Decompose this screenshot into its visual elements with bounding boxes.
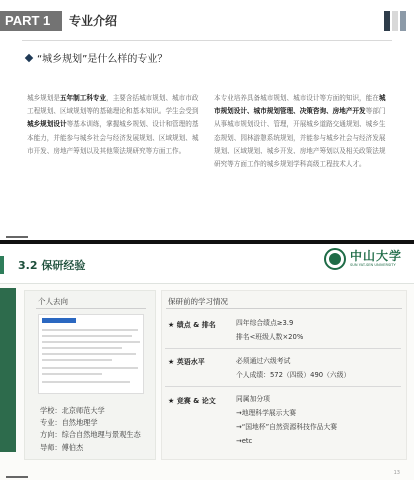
- footer-mark: [6, 476, 28, 478]
- header-decoration: [384, 11, 406, 31]
- value-line: 同属加分项: [236, 395, 270, 403]
- deco-bar-3: [400, 11, 406, 31]
- question-text: “城乡规划”是什么样的专业？: [37, 54, 168, 65]
- destination-heading: 个人去向: [38, 297, 68, 306]
- highlight-text: 城市规划设计、城市规划管理、决策咨询、房地产开发: [214, 94, 386, 116]
- part-label: PART 1: [0, 11, 62, 31]
- page-number: 13: [393, 470, 400, 476]
- row-divider: [165, 348, 401, 349]
- info-advisor: 导师：傅伯杰: [40, 442, 84, 452]
- info-direction: 方向：综合自然地理与景观生态: [40, 430, 141, 440]
- university-seal-icon: [324, 248, 346, 270]
- value-line: 必须通过六级考试: [236, 357, 291, 365]
- info-school: 学校：北京师范大学: [40, 406, 105, 415]
- slide-header: [0, 11, 414, 31]
- university-logo: [324, 248, 402, 270]
- gpa-rank-values: [236, 316, 303, 344]
- section-title: 专业介绍: [69, 14, 118, 28]
- text-run: 本专业培养具备城市规划、城市设计等方面的知识，能在: [214, 94, 379, 102]
- value-line: 四年综合绩点≥3.9: [236, 319, 294, 327]
- value-line: →“国地杯”自然资源科技作品大赛: [236, 423, 338, 431]
- study-heading: 保研前的学习情况: [168, 297, 228, 306]
- side-accent-bar: [0, 288, 16, 452]
- english-level-label: ★ 英语水平: [168, 358, 205, 366]
- text-run: ，主要含括城市规划、城市市政工程规划、区域规划等的基础理论和基本知识。学生会受到: [27, 94, 199, 116]
- slide-header: [0, 244, 414, 284]
- logo-chinese-name: 中山大学: [349, 249, 402, 264]
- slide-title: 3.2 保研经验: [18, 259, 86, 272]
- slide-postgrad-experience: [0, 244, 414, 480]
- destination-info: [40, 405, 141, 454]
- admission-letter-thumbnail: [38, 314, 144, 394]
- value-line: →地理科学展示大赛: [236, 409, 297, 417]
- gpa-rank-label: ★ 绩点 & 排名: [168, 321, 216, 329]
- highlight-text: 五年制工科专业: [59, 94, 107, 102]
- value-line: 排名<班级人数×20%: [236, 333, 304, 341]
- value-line: →etc: [236, 437, 253, 445]
- deco-bar-2: [392, 11, 398, 31]
- text-run: 城乡规划是: [27, 94, 60, 102]
- title-accent-bar: [0, 256, 4, 274]
- competition-paper-label: ★ 竞赛 & 论文: [168, 397, 216, 405]
- deco-bar-1: [384, 11, 390, 31]
- header-rule: [22, 40, 392, 41]
- left-paragraph: [27, 92, 205, 158]
- heading-underline: [166, 308, 402, 309]
- footer-mark: [6, 236, 28, 238]
- row-divider: [165, 386, 401, 387]
- diamond-bullet-icon: [25, 53, 33, 61]
- text-run: 等部门从事城市规划设计、管理，开展城乡道路交通规划、城乡生态规划、园林游憩系统规划，并能参与城乡社会与经济发展规划、区域规划、城乡开发、房地产筹划以及相关政策法规研究等方面工作的城乡规划学科高级工程技术人才。: [214, 107, 386, 169]
- logo-english-name: SUN YAT-SEN UNIVERSITY: [349, 263, 396, 268]
- competition-paper-values: [236, 392, 337, 448]
- question-heading: [26, 50, 167, 65]
- highlight-text: 城乡规划设计: [27, 120, 67, 129]
- english-level-values: [236, 354, 350, 382]
- info-major: 专业：自然地理学: [40, 418, 98, 428]
- heading-underline: [36, 308, 146, 309]
- value-line: 个人成绩：572（四级）490（六级）: [236, 371, 351, 379]
- text-run: 等基本训练，掌握城乡规划、设计和管理的基本能力，并能参与城乡社会与经济发展规划、区域规划、城市开发、房地产筹划以及其他策法规研究等方面工作。: [27, 120, 199, 155]
- right-paragraph: [214, 92, 392, 171]
